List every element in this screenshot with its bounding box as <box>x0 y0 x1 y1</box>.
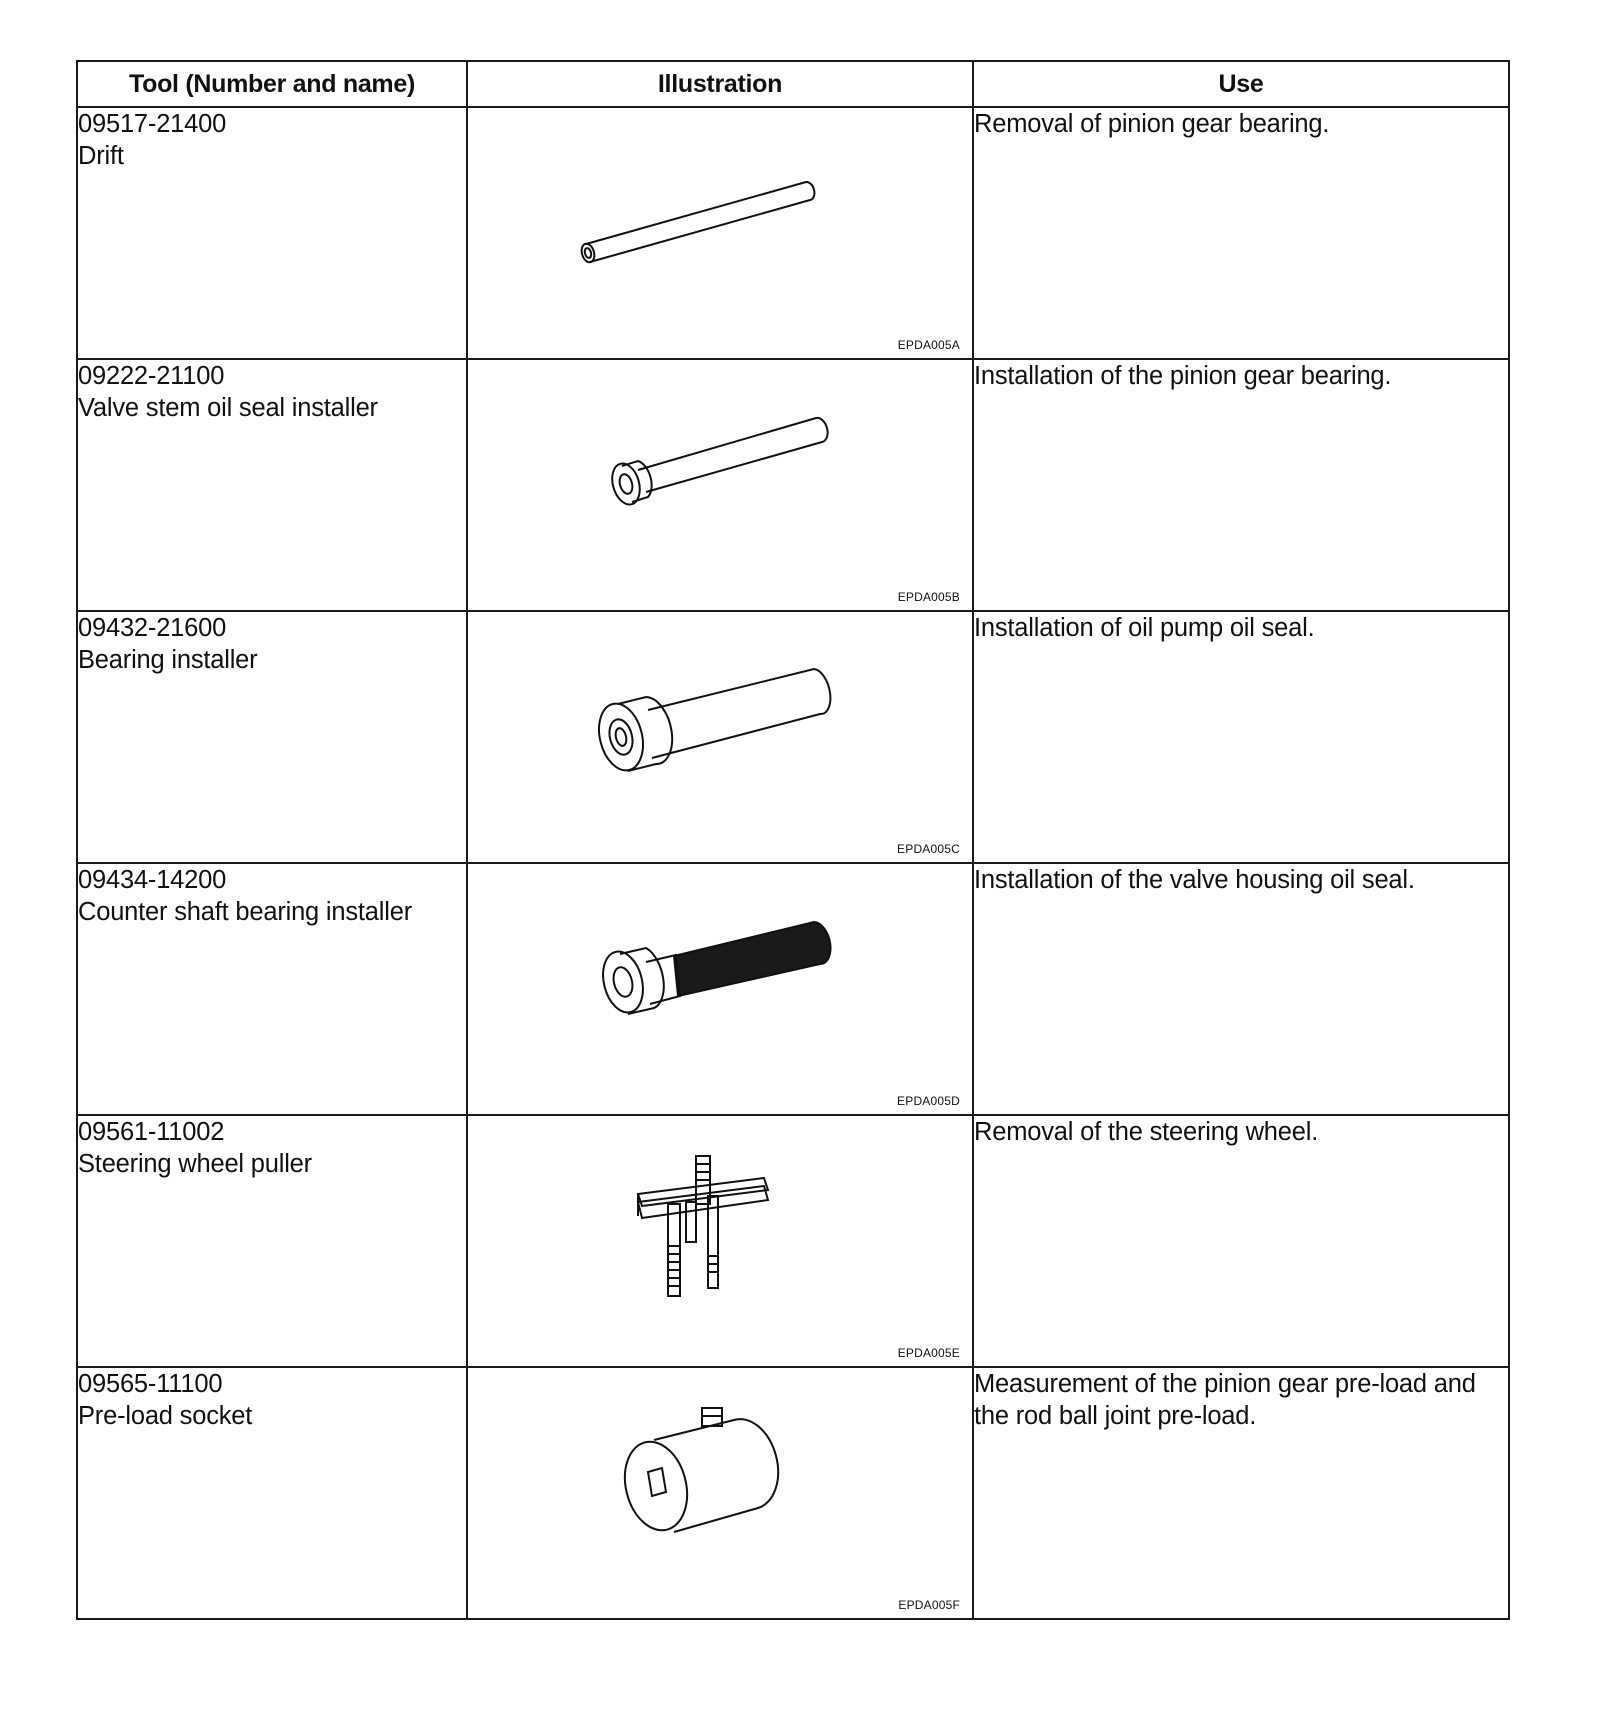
illustration-cell <box>467 611 973 863</box>
illustration-cell <box>467 107 973 359</box>
figure-code: EPDA005F <box>898 1598 960 1612</box>
tool-number: 09561-11002 <box>78 1118 225 1146</box>
use-cell: Measurement of the pinion gear pre-load and the rod ball joint pre-load. <box>973 1367 1509 1619</box>
valve-stem-oil-seal-installer-icon <box>468 360 970 610</box>
table-row <box>77 863 1509 1115</box>
header-illustration: Illustration <box>467 61 973 107</box>
header-row <box>77 61 1509 107</box>
tool-cell <box>77 359 467 611</box>
tool-cell <box>77 1115 467 1367</box>
illustration-cell <box>467 1367 973 1619</box>
tool-number: 09222-21100 <box>78 362 225 390</box>
bearing-installer-icon <box>468 612 970 862</box>
tool-number: 09517-21400 <box>78 110 227 138</box>
pre-load-socket-icon <box>468 1368 970 1618</box>
use-cell: Installation of oil pump oil seal. <box>973 611 1509 863</box>
tool-cell <box>77 863 467 1115</box>
drift-icon <box>468 108 970 358</box>
table-row <box>77 611 1509 863</box>
table-row <box>77 107 1509 359</box>
illustration-cell <box>467 1115 973 1367</box>
tool-name: Counter shaft bearing installer <box>78 898 412 926</box>
figure-code: EPDA005C <box>897 842 960 856</box>
use-cell: Installation of the pinion gear bearing. <box>973 359 1509 611</box>
illustration-cell <box>467 863 973 1115</box>
tool-name: Pre-load socket <box>78 1402 253 1430</box>
table-row <box>77 359 1509 611</box>
use-cell: Removal of pinion gear bearing. <box>973 107 1509 359</box>
tool-name: Valve stem oil seal installer <box>78 394 378 422</box>
tool-name: Drift <box>78 142 124 170</box>
tool-number: 09432-21600 <box>78 614 227 642</box>
figure-code: EPDA005B <box>897 590 960 604</box>
special-tools-table <box>76 60 1510 1620</box>
tool-cell <box>77 107 467 359</box>
illustration-cell <box>467 359 973 611</box>
table-row <box>77 1367 1509 1619</box>
use-cell: Installation of the valve housing oil seal. <box>973 863 1509 1115</box>
figure-code: EPDA005A <box>897 338 960 352</box>
steering-wheel-puller-icon <box>468 1116 970 1366</box>
figure-code: EPDA005D <box>897 1094 960 1108</box>
tool-cell <box>77 611 467 863</box>
counter-shaft-bearing-installer-icon <box>468 864 970 1114</box>
tool-cell <box>77 1367 467 1619</box>
tool-name: Bearing installer <box>78 646 258 674</box>
use-cell: Removal of the steering wheel. <box>973 1115 1509 1367</box>
tool-name: Steering wheel puller <box>78 1150 312 1178</box>
table-row <box>77 1115 1509 1367</box>
figure-code: EPDA005E <box>897 1346 960 1360</box>
tool-number: 09434-14200 <box>78 866 227 894</box>
header-tool: Tool (Number and name) <box>77 61 467 107</box>
tool-number: 09565-11100 <box>78 1370 223 1398</box>
header-use: Use <box>973 61 1509 107</box>
